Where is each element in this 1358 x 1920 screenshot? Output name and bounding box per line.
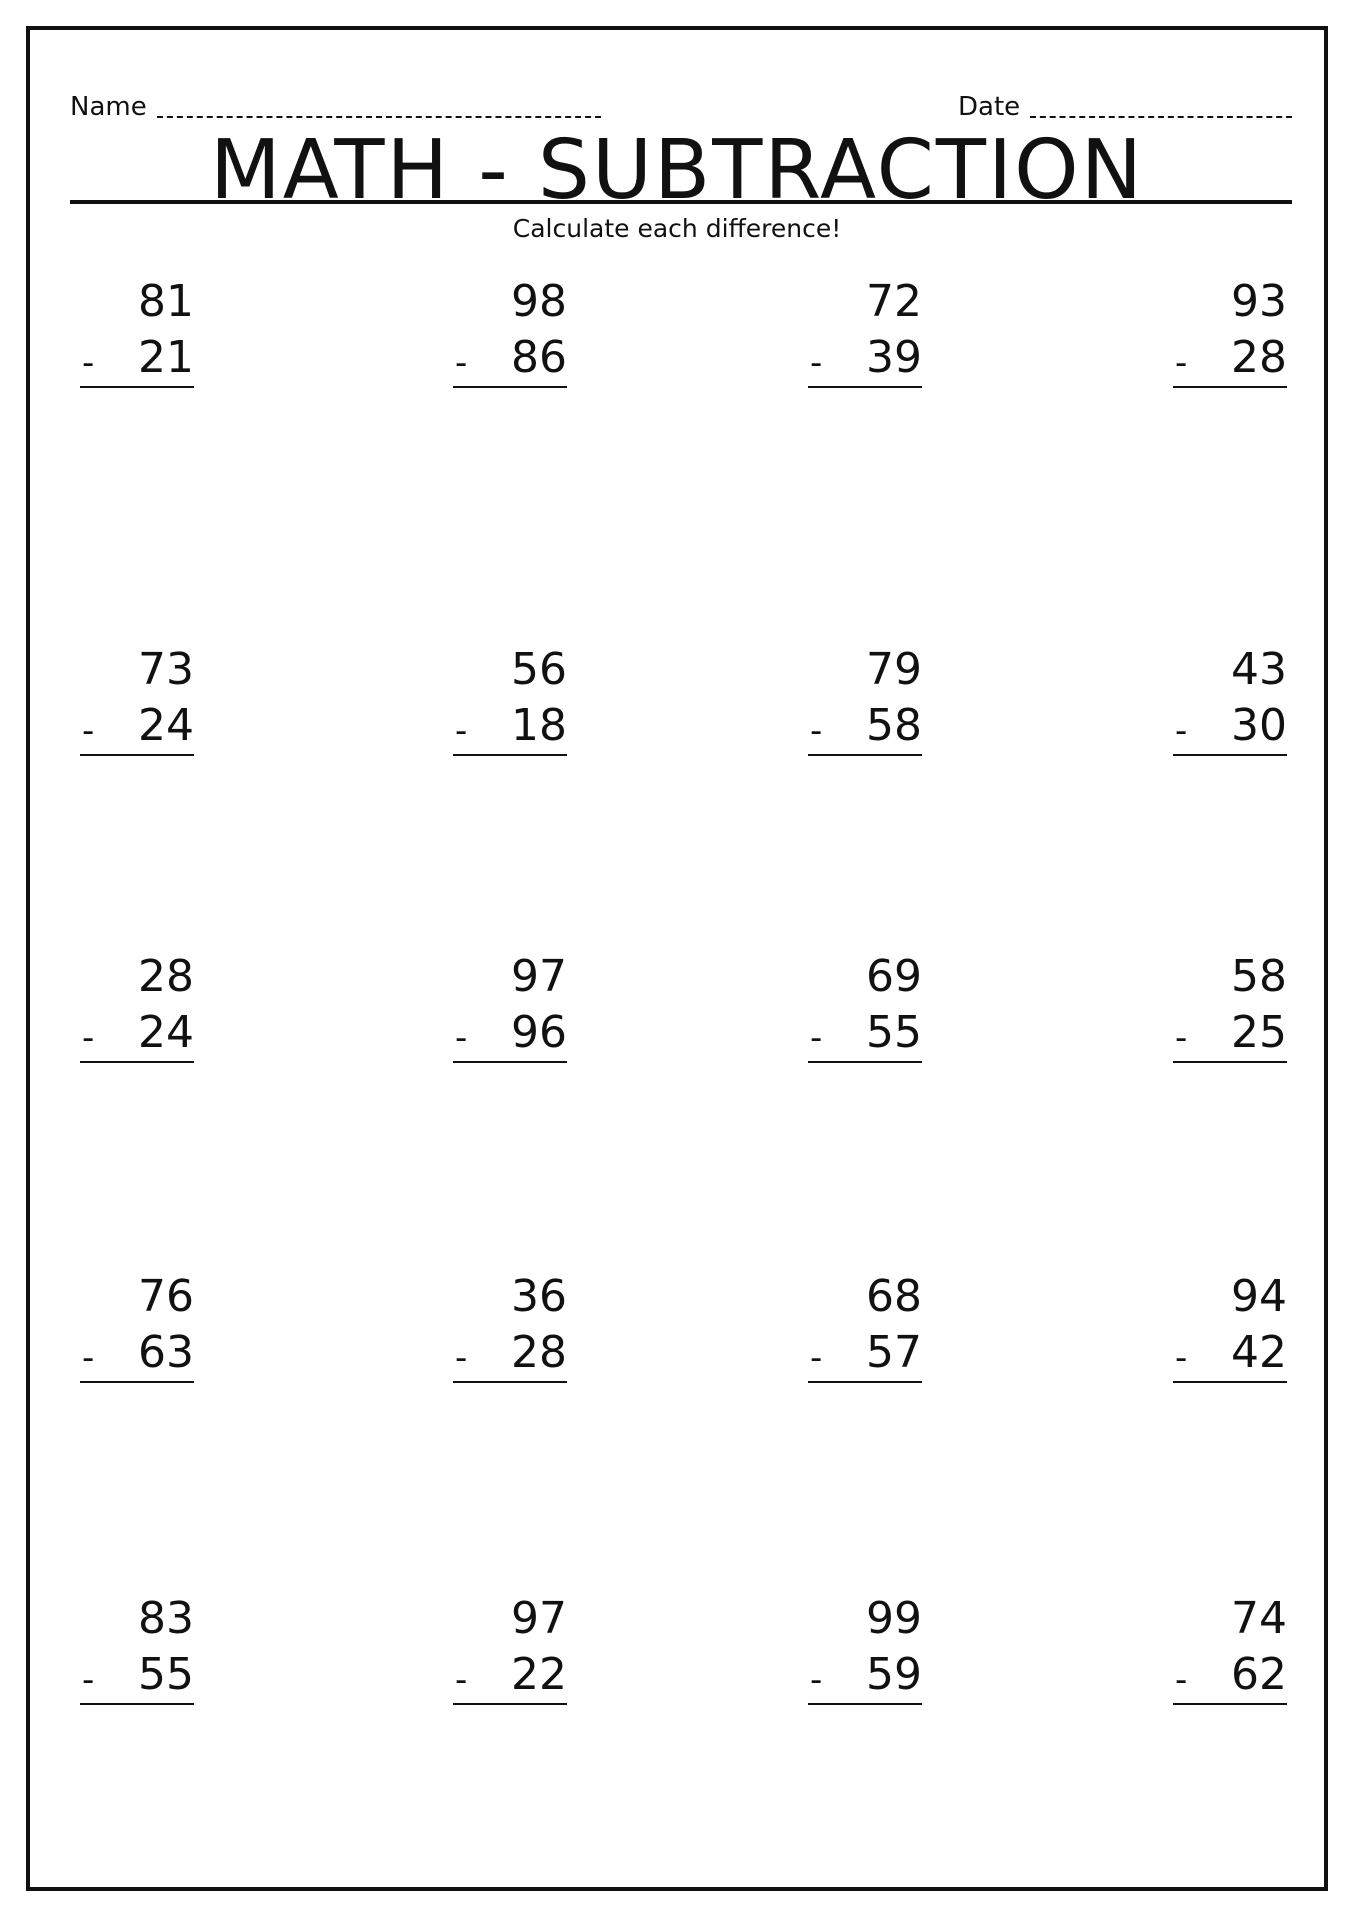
subtraction-problem: [808, 1593, 926, 1707]
minus-sign: -: [1175, 1660, 1188, 1700]
subtraction-problem: [453, 1593, 571, 1707]
answer-line[interactable]: [808, 1381, 922, 1383]
subtrahend: 57: [866, 1327, 922, 1378]
minuend: 76: [138, 1271, 194, 1322]
answer-line[interactable]: [1173, 1381, 1287, 1383]
subtraction-problem: [808, 1271, 926, 1385]
minuend: 83: [138, 1593, 194, 1644]
minus-sign: -: [1175, 711, 1188, 751]
subtraction-problem: [80, 644, 198, 758]
date-field[interactable]: [958, 92, 1292, 122]
answer-line[interactable]: [80, 1061, 194, 1063]
answer-line[interactable]: [453, 1381, 567, 1383]
subtraction-problem: [453, 1271, 571, 1385]
subtrahend: 63: [138, 1327, 194, 1378]
subtraction-problem: [453, 951, 571, 1065]
minus-sign: -: [810, 1660, 823, 1700]
subtrahend: 28: [511, 1327, 567, 1378]
answer-line[interactable]: [453, 386, 567, 388]
subtraction-problem: [1173, 1271, 1291, 1385]
minuend: 99: [866, 1593, 922, 1644]
subtrahend: 62: [1231, 1649, 1287, 1700]
subtrahend: 22: [511, 1649, 567, 1700]
minus-sign: -: [455, 711, 468, 751]
minuend: 58: [1231, 951, 1287, 1002]
minus-sign: -: [1175, 343, 1188, 383]
answer-line[interactable]: [80, 386, 194, 388]
minuend: 98: [511, 276, 567, 327]
minuend: 97: [511, 951, 567, 1002]
subtrahend: 58: [866, 700, 922, 751]
minuend: 97: [511, 1593, 567, 1644]
minus-sign: -: [82, 343, 95, 383]
name-field[interactable]: [70, 92, 601, 122]
subtraction-problem: [453, 276, 571, 390]
subtrahend: 39: [866, 332, 922, 383]
minuend: 74: [1231, 1593, 1287, 1644]
minus-sign: -: [82, 1338, 95, 1378]
answer-line[interactable]: [453, 1703, 567, 1705]
subtrahend: 21: [138, 332, 194, 383]
subtrahend: 28: [1231, 332, 1287, 383]
worksheet: [26, 26, 1328, 1891]
subtrahend: 25: [1231, 1007, 1287, 1058]
answer-line[interactable]: [1173, 1061, 1287, 1063]
minus-sign: -: [1175, 1338, 1188, 1378]
name-blank-line[interactable]: [157, 116, 601, 118]
answer-line[interactable]: [808, 386, 922, 388]
title-divider: [70, 200, 1292, 204]
subtraction-problem: [453, 644, 571, 758]
minus-sign: -: [1175, 1018, 1188, 1058]
minus-sign: -: [82, 711, 95, 751]
minuend: 28: [138, 951, 194, 1002]
subtraction-problem: [1173, 276, 1291, 390]
minuend: 72: [866, 276, 922, 327]
answer-line[interactable]: [80, 1381, 194, 1383]
subtraction-problem: [808, 951, 926, 1065]
subtraction-problem: [1173, 1593, 1291, 1707]
subtraction-problem: [1173, 644, 1291, 758]
subtrahend: 55: [138, 1649, 194, 1700]
answer-line[interactable]: [453, 754, 567, 756]
minuend: 68: [866, 1271, 922, 1322]
subtraction-problem: [808, 276, 926, 390]
answer-line[interactable]: [1173, 386, 1287, 388]
date-label: Date: [958, 92, 1021, 122]
subtraction-problem: [80, 276, 198, 390]
answer-line[interactable]: [1173, 1703, 1287, 1705]
minuend: 94: [1231, 1271, 1287, 1322]
subtrahend: 59: [866, 1649, 922, 1700]
minuend: 36: [511, 1271, 567, 1322]
minus-sign: -: [455, 1660, 468, 1700]
subtraction-problem: [80, 1593, 198, 1707]
subtraction-problem: [808, 644, 926, 758]
minus-sign: -: [810, 1338, 823, 1378]
minuend: 43: [1231, 644, 1287, 695]
subtrahend: 24: [138, 700, 194, 751]
minuend: 81: [138, 276, 194, 327]
answer-line[interactable]: [808, 754, 922, 756]
minus-sign: -: [455, 1018, 468, 1058]
minus-sign: -: [455, 343, 468, 383]
subtrahend: 18: [511, 700, 567, 751]
subtrahend: 96: [511, 1007, 567, 1058]
answer-line[interactable]: [453, 1061, 567, 1063]
minuend: 79: [866, 644, 922, 695]
date-blank-line[interactable]: [1030, 116, 1292, 118]
minuend: 93: [1231, 276, 1287, 327]
answer-line[interactable]: [808, 1061, 922, 1063]
subtraction-problem: [1173, 951, 1291, 1065]
name-label: Name: [70, 92, 147, 122]
subtrahend: 55: [866, 1007, 922, 1058]
answer-line[interactable]: [80, 1703, 194, 1705]
subtraction-problem: [80, 1271, 198, 1385]
subtrahend: 30: [1231, 700, 1287, 751]
minuend: 73: [138, 644, 194, 695]
page-title: MATH - SUBTRACTION: [209, 123, 1145, 218]
answer-line[interactable]: [808, 1703, 922, 1705]
subtrahend: 24: [138, 1007, 194, 1058]
instruction-text: Calculate each difference!: [512, 214, 842, 243]
minuend: 69: [866, 951, 922, 1002]
answer-line[interactable]: [1173, 754, 1287, 756]
subtrahend: 86: [511, 332, 567, 383]
subtrahend: 42: [1231, 1327, 1287, 1378]
minuend: 56: [511, 644, 567, 695]
answer-line[interactable]: [80, 754, 194, 756]
minus-sign: -: [810, 1018, 823, 1058]
minus-sign: -: [810, 343, 823, 383]
minus-sign: -: [810, 711, 823, 751]
minus-sign: -: [455, 1338, 468, 1378]
minus-sign: -: [82, 1018, 95, 1058]
subtraction-problem: [80, 951, 198, 1065]
minus-sign: -: [82, 1660, 95, 1700]
